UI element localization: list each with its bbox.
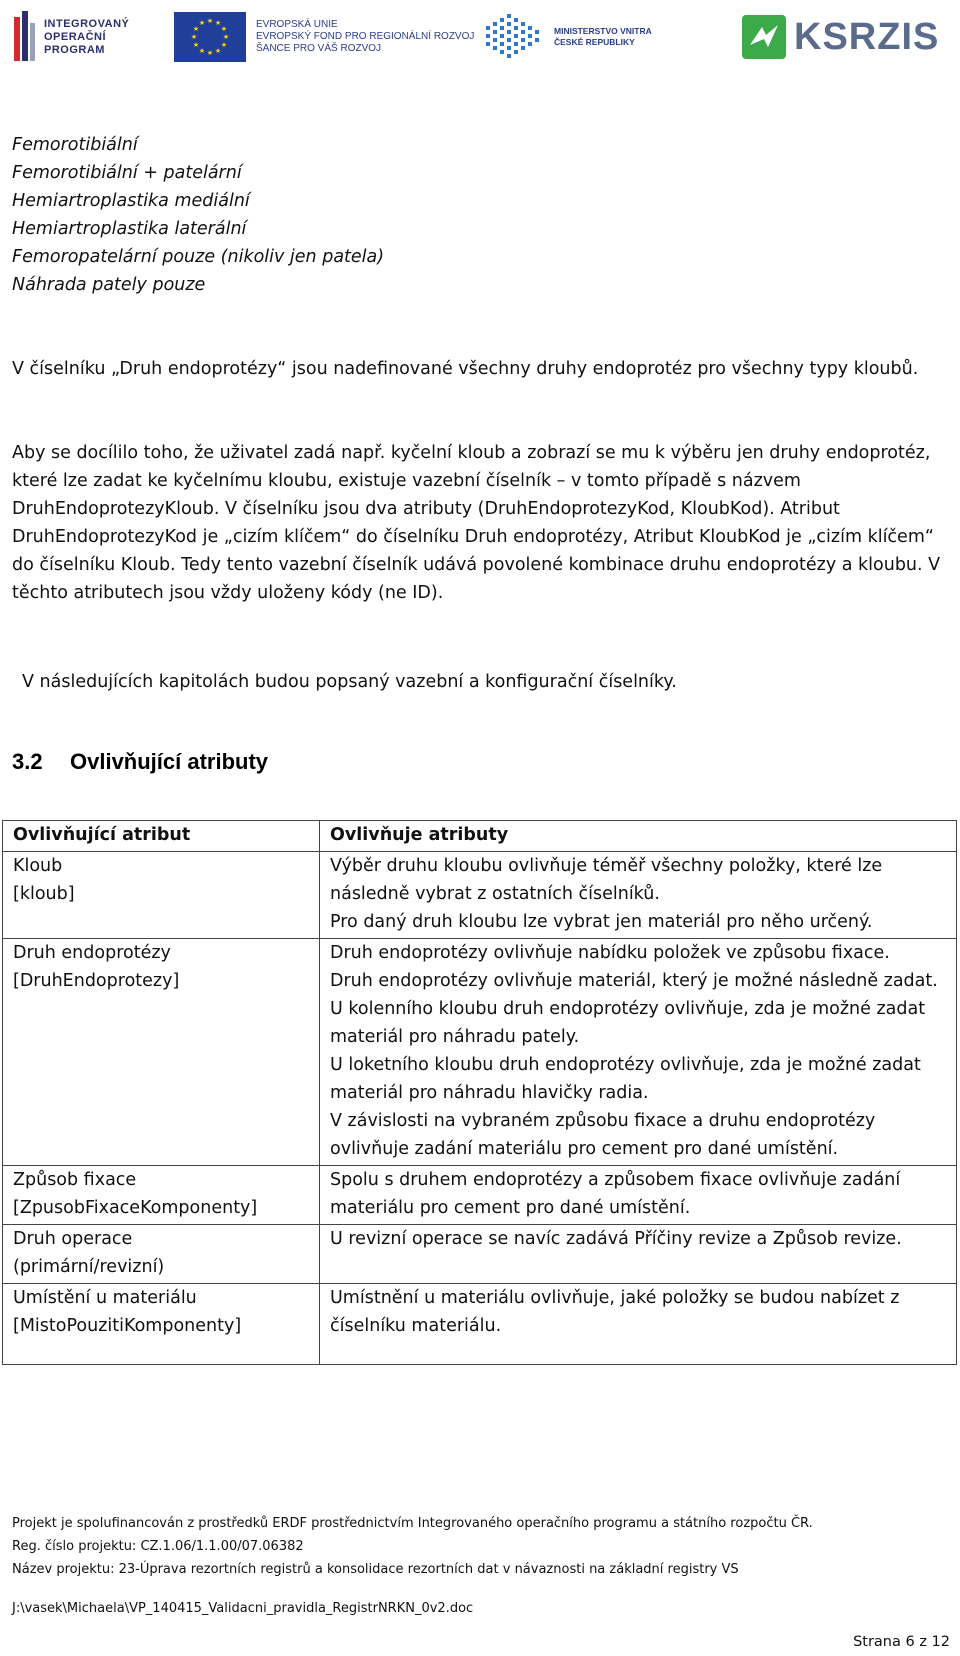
list-item: Femorotibiální + patelární	[12, 163, 242, 183]
footer-reg-number: Reg. číslo projektu: CZ.1.06/1.1.00/07.06382	[12, 1539, 304, 1554]
table-row	[3, 1284, 957, 1365]
svg-text:★: ★	[198, 19, 206, 27]
table-header-cell: Ovlivňuje atributy	[320, 821, 957, 852]
eu-line-3: ŠANCE PRO VÁŠ ROZVOJ	[256, 43, 382, 54]
mv-dots-icon	[484, 12, 546, 62]
eu-line-2: EVROPSKÝ FOND PRO REGIONÁLNÍ ROZVOJ	[256, 31, 475, 42]
list-item: Femorotibiální	[12, 135, 138, 155]
section-title: Ovlivňující atributy	[70, 749, 269, 774]
effects-cell: Druh endoprotézy ovlivňuje nabídku položek ve způsobu fixace. Druh endoprotézy ovlivňuje materiál, který je možné následně zadat. U kolenního kloubu druh endoprotézy ovlivňuje, zda je možné zadat materiál pro náhradu pately. U loketního kloubu druh endoprotézy ovlivňuje, zda je možné zadat materiál pro náhradu hlavičky radia. V závislosti na vybraném způsobu fixace a druhu endoprotézy ovlivňuje zadání materiálu pro cement pro dané umístění.	[320, 939, 957, 1166]
table-row	[3, 1166, 957, 1225]
effects-cell: U revizní operace se navíc zadává Příčiny revize a Způsob revize.	[320, 1225, 957, 1284]
table-header-cell: Ovlivňující atribut	[3, 821, 320, 852]
svg-text:★: ★	[206, 49, 214, 57]
attr-cell: Kloub [kloub]	[3, 852, 320, 939]
svg-text:★: ★	[190, 33, 198, 41]
page-header	[0, 0, 960, 80]
list-item: Náhrada pately pouze	[12, 275, 206, 295]
page-number: Strana 6 z 12	[853, 1634, 950, 1650]
iop-bars-icon	[14, 11, 36, 63]
table-header-row	[3, 821, 957, 852]
svg-text:★: ★	[206, 17, 214, 25]
ksrzis-wordmark: KSRZIS	[794, 15, 940, 58]
mv-logo	[484, 10, 652, 64]
knee-types-list	[12, 131, 384, 299]
footer-project-name: Název projektu: 23-Úprava rezortních registrů a konsolidace rezortních dat v návaznosti na základní registry VS	[12, 1562, 739, 1577]
list-item: Hemiartroplastika mediální	[12, 191, 250, 211]
svg-text:★: ★	[220, 25, 228, 33]
ksrzis-mark-icon	[742, 15, 786, 59]
attr-cell: Druh operace (primární/revizní)	[3, 1225, 320, 1284]
svg-text:★: ★	[214, 19, 222, 27]
influencing-attributes-table	[2, 820, 957, 1365]
svg-text:★: ★	[192, 41, 200, 49]
attr-cell: Způsob fixace [ZpusobFixaceKomponenty]	[3, 1166, 320, 1225]
mv-line-1: MINISTERSTVO VNITRA	[554, 26, 652, 36]
table-row	[3, 939, 957, 1166]
iop-line-2: OPERAČNÍ	[44, 30, 107, 43]
paragraph-binding-codelist: Aby se docílilo toho, že uživatel zadá např. kyčelní kloub a zobrazí se mu k výběru jen druhy endoprotéz, které lze zadat ke kyčelnímu kloubu, existuje vazební číselník – v tomto případě s názvem DruhEndoprotezyKloub. V číselníku jsou dva atributy (DruhEndoprotezyKod, KloubKod). Atribut DruhEndoprotezyKod je „cizím klíčem“ do číselníku Druh endoprotézy, Atribut KloubKod je „cizím klíčem“ do číselníku Kloub. Tedy tento vazební číselník udává povolené kombinace druhu endoprotézy a kloubu. V těchto atributech jsou vždy uloženy kódy (ne ID).	[12, 443, 941, 603]
footer-file-path: J:\vasek\Michaela\VP_140415_Validacni_pravidla_RegistrNRKN_0v2.doc	[12, 1601, 474, 1616]
section-heading	[12, 749, 268, 775]
mv-line-2: ČESKÉ REPUBLIKY	[554, 37, 635, 47]
footer-funding: Projekt je spolufinancován z prostředků ERDF prostřednictvím Integrovaného operačního programu a státního rozpočtu ČR.	[12, 1516, 813, 1531]
ksrzis-logo	[742, 10, 939, 64]
page-footer	[12, 1512, 813, 1620]
svg-text:★: ★	[222, 33, 230, 41]
effects-cell: Výběr druhu kloubu ovlivňuje téměř všechny položky, které lze následně vybrat z ostatních číselníků. Pro daný druh kloubu lze vybrat jen materiál pro něho určený.	[320, 852, 957, 939]
eu-flag-icon	[174, 12, 246, 62]
svg-text:★: ★	[198, 47, 206, 55]
effects-cell: Umístnění u materiálu ovlivňuje, jaké položky se budou nabízet z číselníku materiálu.	[320, 1284, 957, 1365]
list-item: Hemiartroplastika laterální	[12, 219, 247, 239]
section-number: 3.2	[12, 749, 43, 774]
table-row	[3, 852, 957, 939]
attr-cell: Druh endoprotézy [DruhEndoprotezy]	[3, 939, 320, 1166]
list-item: Femoropatelární pouze (nikoliv jen patela)	[12, 247, 385, 267]
iop-logo	[14, 10, 129, 64]
paragraph-intro: V číselníku „Druh endoprotézy“ jsou nadefinované všechny druhy endoprotéz pro všechny typy kloubů.	[12, 359, 919, 379]
svg-text:★: ★	[214, 47, 222, 55]
iop-line-1: INTEGROVANÝ	[44, 17, 130, 30]
eu-line-1: EVROPSKÁ UNIE	[256, 19, 338, 30]
table-row	[3, 1225, 957, 1284]
effects-cell: Spolu s druhem endoprotézy a způsobem fixace ovlivňuje zadání materiálu pro cement pro dané umístění.	[320, 1166, 957, 1225]
eu-logo	[174, 10, 474, 64]
svg-text:★: ★	[192, 25, 200, 33]
attr-cell: Umístění u materiálu [MistoPouzitiKomponenty]	[3, 1284, 320, 1365]
paragraph-next-chapters: V následujících kapitolách budou popsaný vazební a konfigurační číselníky.	[22, 672, 677, 692]
iop-line-3: PROGRAM	[44, 43, 105, 56]
svg-text:★: ★	[220, 41, 228, 49]
